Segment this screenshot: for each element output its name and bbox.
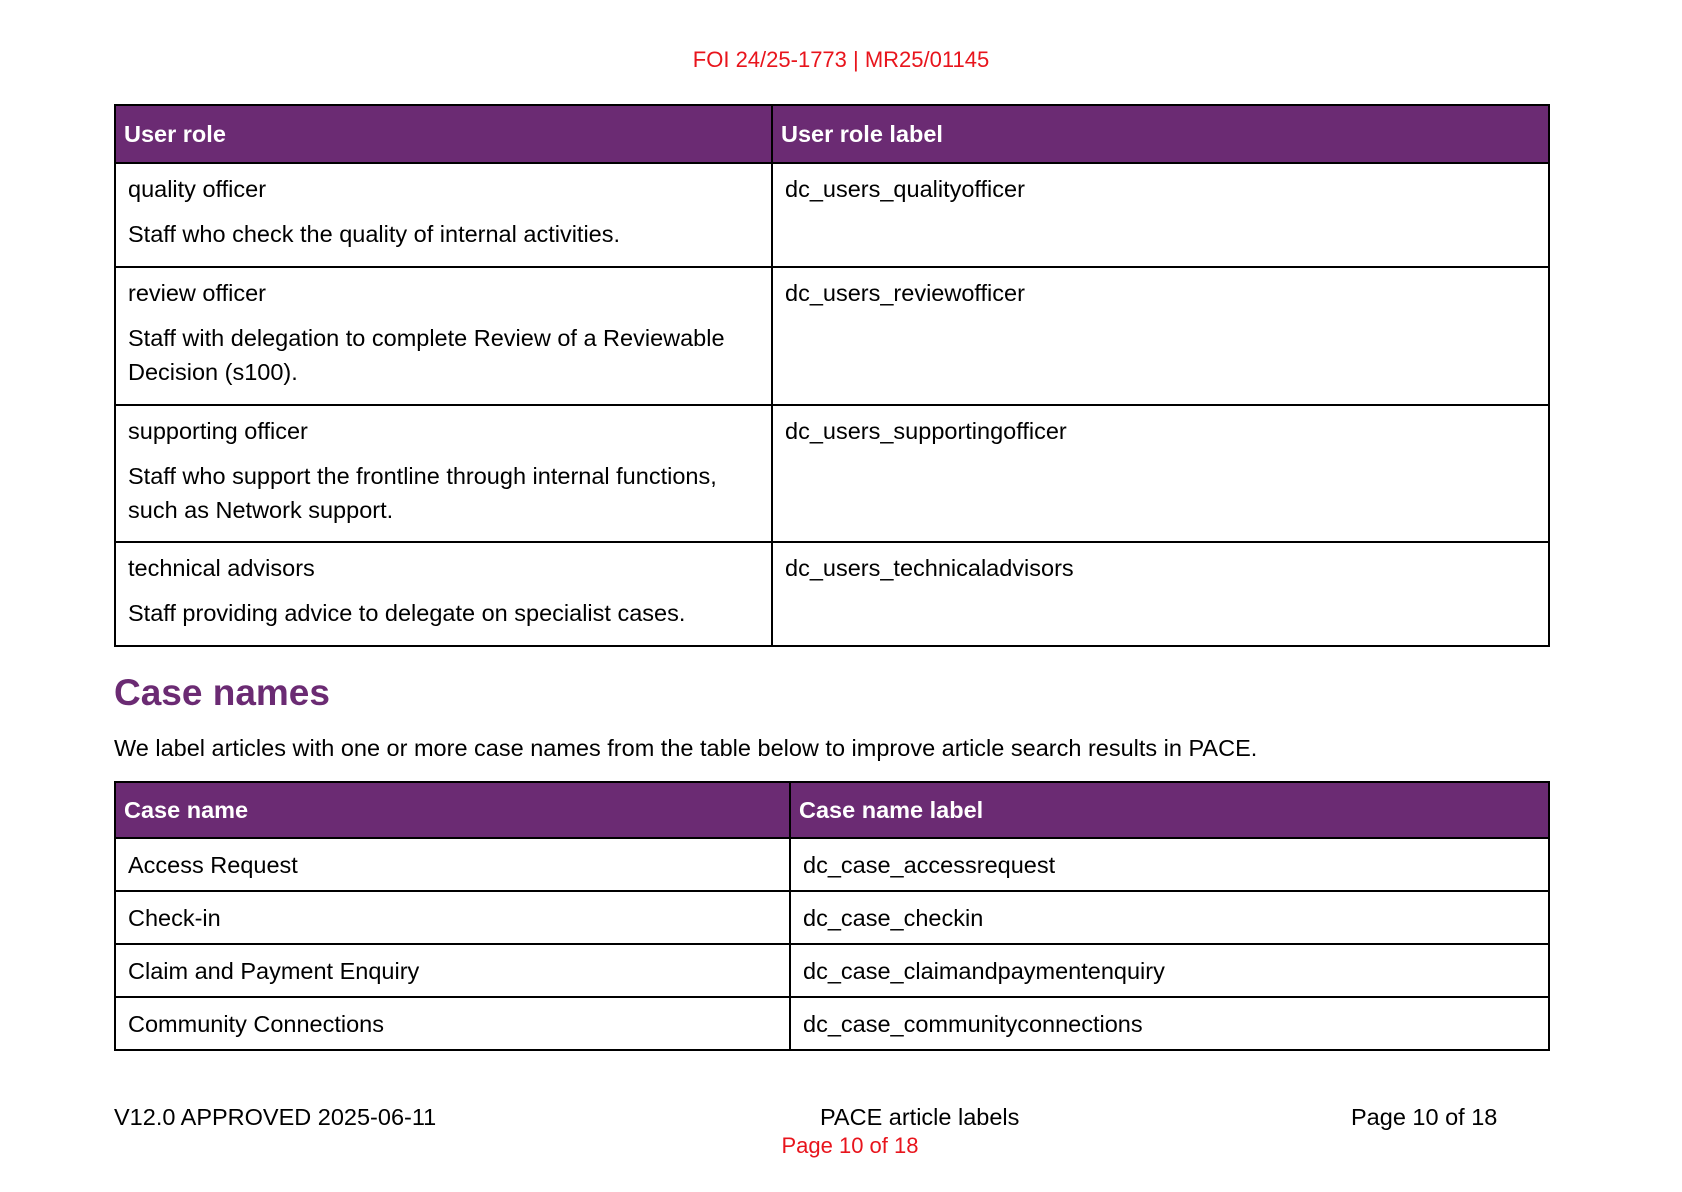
table-header-row <box>115 105 1549 163</box>
role-name: technical advisors <box>128 555 315 581</box>
table-row <box>115 997 1549 1050</box>
role-name: review officer <box>128 280 267 306</box>
foi-reference: FOI 24/25-1773 | MR25/01145 <box>692 47 990 72</box>
footer-document-title: PACE article labels <box>820 1104 1020 1130</box>
role-name: quality officer <box>128 176 267 202</box>
user-roles-table <box>114 104 1550 647</box>
footer-version: V12.0 APPROVED 2025-06-11 <box>114 1104 437 1130</box>
case-label: dc_case_checkin <box>790 891 1549 944</box>
table-row <box>115 542 1549 646</box>
table-row <box>115 405 1549 542</box>
case-label: dc_case_communityconnections <box>790 997 1549 1050</box>
table-row <box>115 838 1549 891</box>
role-cell <box>115 405 772 542</box>
role-label: dc_users_technicaladvisors <box>772 542 1549 646</box>
section-intro: We label articles with one or more case names from the table below to improve article search results in PACE. <box>114 735 1258 761</box>
case-name: Claim and Payment Enquiry <box>115 944 790 997</box>
column-header-case-name: Case name <box>115 782 790 838</box>
table-row <box>115 891 1549 944</box>
table-row <box>115 944 1549 997</box>
role-label: dc_users_supportingofficer <box>772 405 1549 542</box>
footer-page-number-annotation: Page 10 of 18 <box>781 1133 919 1158</box>
role-cell <box>115 267 772 405</box>
table-header-row <box>115 782 1549 838</box>
table-row <box>115 163 1549 267</box>
case-name: Check-in <box>115 891 790 944</box>
case-label: dc_case_claimandpaymentenquiry <box>790 944 1549 997</box>
role-description: Staff who support the frontline through internal functions, such as Network support. <box>128 463 717 523</box>
footer-page-number: Page 10 of 18 <box>1351 1104 1498 1130</box>
role-description: Staff providing advice to delegate on specialist cases. <box>128 600 686 626</box>
role-label: dc_users_qualityofficer <box>772 163 1549 267</box>
role-label: dc_users_reviewofficer <box>772 267 1549 405</box>
section-heading: Case names <box>114 672 330 713</box>
column-header-user-role-label: User role label <box>772 105 1549 163</box>
column-header-user-role: User role <box>115 105 772 163</box>
role-cell <box>115 163 772 267</box>
case-label: dc_case_accessrequest <box>790 838 1549 891</box>
role-name: supporting officer <box>128 418 308 444</box>
column-header-case-name-label: Case name label <box>790 782 1549 838</box>
case-name: Access Request <box>115 838 790 891</box>
case-names-table <box>114 781 1550 1051</box>
role-description: Staff who check the quality of internal activities. <box>128 221 621 247</box>
role-cell <box>115 542 772 646</box>
role-description: Staff with delegation to complete Review of a Reviewable Decision (s100). <box>128 325 725 385</box>
table-row <box>115 267 1549 405</box>
case-name: Community Connections <box>115 997 790 1050</box>
